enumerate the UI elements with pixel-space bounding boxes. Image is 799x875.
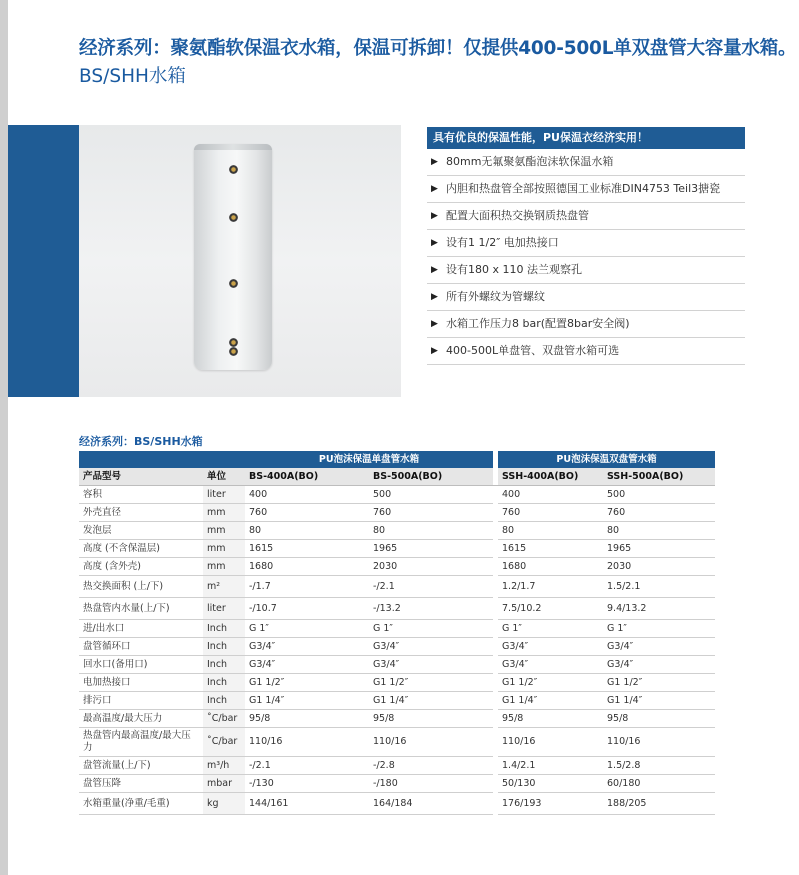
cell-value: G 1″: [603, 620, 715, 638]
row-unit: mm: [203, 504, 245, 522]
row-unit: m³/h: [203, 757, 245, 775]
bullet-arrow-icon: ▶: [431, 292, 438, 302]
cell-value: 144/161: [245, 793, 369, 815]
feature-item: ▶ 所有外螺纹为管螺纹: [427, 284, 745, 311]
cell-value: 110/16: [245, 728, 369, 757]
row-unit: kg: [203, 793, 245, 815]
spec-group-row: [79, 451, 715, 468]
row-label: 最高温度/最大压力: [79, 710, 203, 728]
cell-value: G 1″: [245, 620, 369, 638]
feature-item: ▶ 水箱工作压力8 bar(配置8bar安全阀): [427, 311, 745, 338]
cell-value: 95/8: [369, 710, 493, 728]
cell-value: 500: [369, 486, 493, 504]
group-blank-cell: [79, 451, 203, 468]
cell-value: G3/4″: [498, 656, 603, 674]
column-header: SSH-500A(BO): [603, 468, 715, 486]
row-label: 进/出水口: [79, 620, 203, 638]
cell-value: 1.4/2.1: [498, 757, 603, 775]
cell-value: 95/8: [603, 710, 715, 728]
spec-table: [79, 451, 715, 815]
cell-value: 1680: [245, 558, 369, 576]
feature-list-header: 具有优良的保温性能，PU保温衣经济实用！: [427, 127, 745, 149]
cell-value: 2030: [603, 558, 715, 576]
group-header-double: PU泡沫保温双盘管水箱: [498, 451, 715, 468]
table-row: [79, 656, 715, 674]
cell-value: 176/193: [498, 793, 603, 815]
cell-value: 110/16: [369, 728, 493, 757]
group-header-single: PU泡沫保温单盘管水箱: [245, 451, 493, 468]
table-row: [79, 757, 715, 775]
table-row: [79, 793, 715, 815]
bullet-arrow-icon: ▶: [431, 346, 438, 356]
cell-value: 1615: [245, 540, 369, 558]
column-header: BS-400A(BO): [245, 468, 369, 486]
bullet-arrow-icon: ▶: [431, 184, 438, 194]
cell-value: 400: [245, 486, 369, 504]
cell-value: 80: [498, 522, 603, 540]
cell-value: 1.2/1.7: [498, 576, 603, 598]
row-unit: Inch: [203, 692, 245, 710]
row-label: 高度 (含外壳): [79, 558, 203, 576]
table-row: [79, 620, 715, 638]
cell-value: 1965: [369, 540, 493, 558]
cell-value: 9.4/13.2: [603, 598, 715, 620]
row-label: 热盘管内水量(上/下): [79, 598, 203, 620]
group-blank-cell: [203, 451, 245, 468]
cell-value: 760: [498, 504, 603, 522]
spec-table-title: 经济系列：BS/SHH水箱: [79, 435, 203, 448]
tank-port-icon: [229, 279, 238, 288]
cell-value: G3/4″: [245, 638, 369, 656]
cell-value: 95/8: [498, 710, 603, 728]
cell-value: 80: [245, 522, 369, 540]
table-row: [79, 576, 715, 598]
table-row: [79, 540, 715, 558]
cell-value: -/2.8: [369, 757, 493, 775]
row-label: 水箱重量(净重/毛重): [79, 793, 203, 815]
feature-list: [427, 127, 745, 365]
cell-value: 760: [245, 504, 369, 522]
row-unit: liter: [203, 598, 245, 620]
tank-port-icon: [229, 347, 238, 356]
cell-value: 1680: [498, 558, 603, 576]
row-unit: liter: [203, 486, 245, 504]
cell-value: 760: [603, 504, 715, 522]
feature-item: ▶ 设有180 x 110 法兰观察孔: [427, 257, 745, 284]
row-unit: Inch: [203, 674, 245, 692]
cell-value: G1 1/4″: [498, 692, 603, 710]
cell-value: G1 1/4″: [603, 692, 715, 710]
cell-value: 110/16: [603, 728, 715, 757]
row-label: 盘管流量(上/下): [79, 757, 203, 775]
row-label: 高度 (不含保温层): [79, 540, 203, 558]
cell-value: G1 1/2″: [603, 674, 715, 692]
column-header: 产品型号: [79, 468, 203, 486]
table-row: [79, 598, 715, 620]
cell-value: G1 1/2″: [369, 674, 493, 692]
cell-value: 188/205: [603, 793, 715, 815]
table-row: [79, 710, 715, 728]
table-row: [79, 504, 715, 522]
feature-item: ▶ 设有1 1/2″ 电加热接口: [427, 230, 745, 257]
table-row: [79, 674, 715, 692]
cell-value: G3/4″: [603, 638, 715, 656]
row-label: 盘管压降: [79, 775, 203, 793]
cell-value: G 1″: [369, 620, 493, 638]
row-label: 回水口(备用口): [79, 656, 203, 674]
table-row: [79, 486, 715, 504]
row-unit: mbar: [203, 775, 245, 793]
cell-value: 1.5/2.1: [603, 576, 715, 598]
cell-value: G1 1/4″: [245, 692, 369, 710]
column-header: BS-500A(BO): [369, 468, 493, 486]
cell-value: -/10.7: [245, 598, 369, 620]
row-unit: Inch: [203, 638, 245, 656]
table-row: [79, 728, 715, 757]
cell-value: 1615: [498, 540, 603, 558]
row-label: 电加热接口: [79, 674, 203, 692]
cell-value: 60/180: [603, 775, 715, 793]
row-unit: mm: [203, 558, 245, 576]
cell-value: -/130: [245, 775, 369, 793]
cell-value: G 1″: [498, 620, 603, 638]
row-label: 热盘管内最高温度/最大压力: [79, 728, 203, 757]
cell-value: 80: [369, 522, 493, 540]
cell-value: 7.5/10.2: [498, 598, 603, 620]
row-unit: ˚C/bar: [203, 728, 245, 757]
cell-value: G3/4″: [369, 638, 493, 656]
row-unit: mm: [203, 540, 245, 558]
cell-value: G3/4″: [603, 656, 715, 674]
cell-value: -/2.1: [245, 757, 369, 775]
row-label: 盘管循环口: [79, 638, 203, 656]
cell-value: 1.5/2.8: [603, 757, 715, 775]
row-unit: Inch: [203, 620, 245, 638]
feature-item: ▶ 80mm无氟聚氨酯泡沫软保温水箱: [427, 149, 745, 176]
row-unit: m²: [203, 576, 245, 598]
table-row: [79, 522, 715, 540]
cell-value: 50/130: [498, 775, 603, 793]
water-tank-top: [194, 144, 272, 150]
column-header: 单位: [203, 468, 245, 486]
row-label: 排污口: [79, 692, 203, 710]
bullet-arrow-icon: ▶: [431, 238, 438, 248]
feature-item: ▶ 内胆和热盘管全部按照德国工业标准DIN4753 Teil3搪瓷: [427, 176, 745, 203]
table-row: [79, 638, 715, 656]
tank-port-icon: [229, 165, 238, 174]
cell-value: -/2.1: [369, 576, 493, 598]
water-tank-image: [194, 144, 272, 370]
cell-value: G3/4″: [498, 638, 603, 656]
page-subtitle: BS/SHH水箱: [79, 66, 186, 87]
table-row: [79, 692, 715, 710]
cell-value: -/1.7: [245, 576, 369, 598]
bullet-arrow-icon: ▶: [431, 319, 438, 329]
row-label: 热交换面积 (上/下): [79, 576, 203, 598]
cell-value: 500: [603, 486, 715, 504]
row-label: 发泡层: [79, 522, 203, 540]
row-unit: Inch: [203, 656, 245, 674]
table-row: [79, 775, 715, 793]
row-unit: ˚C/bar: [203, 710, 245, 728]
cell-value: 80: [603, 522, 715, 540]
feature-item: ▶ 配置大面积热交换钢质热盘管: [427, 203, 745, 230]
cell-value: G1 1/2″: [245, 674, 369, 692]
cell-value: 164/184: [369, 793, 493, 815]
accent-block: [8, 125, 79, 397]
cell-value: G1 1/4″: [369, 692, 493, 710]
column-header: SSH-400A(BO): [498, 468, 603, 486]
tank-port-icon: [229, 338, 238, 347]
cell-value: G3/4″: [369, 656, 493, 674]
row-label: 外壳直径: [79, 504, 203, 522]
cell-value: 2030: [369, 558, 493, 576]
bullet-arrow-icon: ▶: [431, 265, 438, 275]
cell-value: 400: [498, 486, 603, 504]
spec-header-row: [79, 468, 715, 486]
cell-value: 1965: [603, 540, 715, 558]
cell-value: -/13.2: [369, 598, 493, 620]
cell-value: -/180: [369, 775, 493, 793]
feature-item: ▶ 400-500L单盘管、双盘管水箱可选: [427, 338, 745, 365]
cell-value: 760: [369, 504, 493, 522]
row-label: 容积: [79, 486, 203, 504]
cell-value: G3/4″: [245, 656, 369, 674]
left-margin-strip: [0, 0, 8, 875]
cell-value: G1 1/2″: [498, 674, 603, 692]
bullet-arrow-icon: ▶: [431, 157, 438, 167]
cell-value: 95/8: [245, 710, 369, 728]
row-unit: mm: [203, 522, 245, 540]
page-title: 经济系列：聚氨酯软保温衣水箱，保温可拆卸！仅提供400-500L单双盘管大容量水箱。: [79, 38, 797, 59]
cell-value: 110/16: [498, 728, 603, 757]
table-row: [79, 558, 715, 576]
bullet-arrow-icon: ▶: [431, 211, 438, 221]
tank-port-icon: [229, 213, 238, 222]
